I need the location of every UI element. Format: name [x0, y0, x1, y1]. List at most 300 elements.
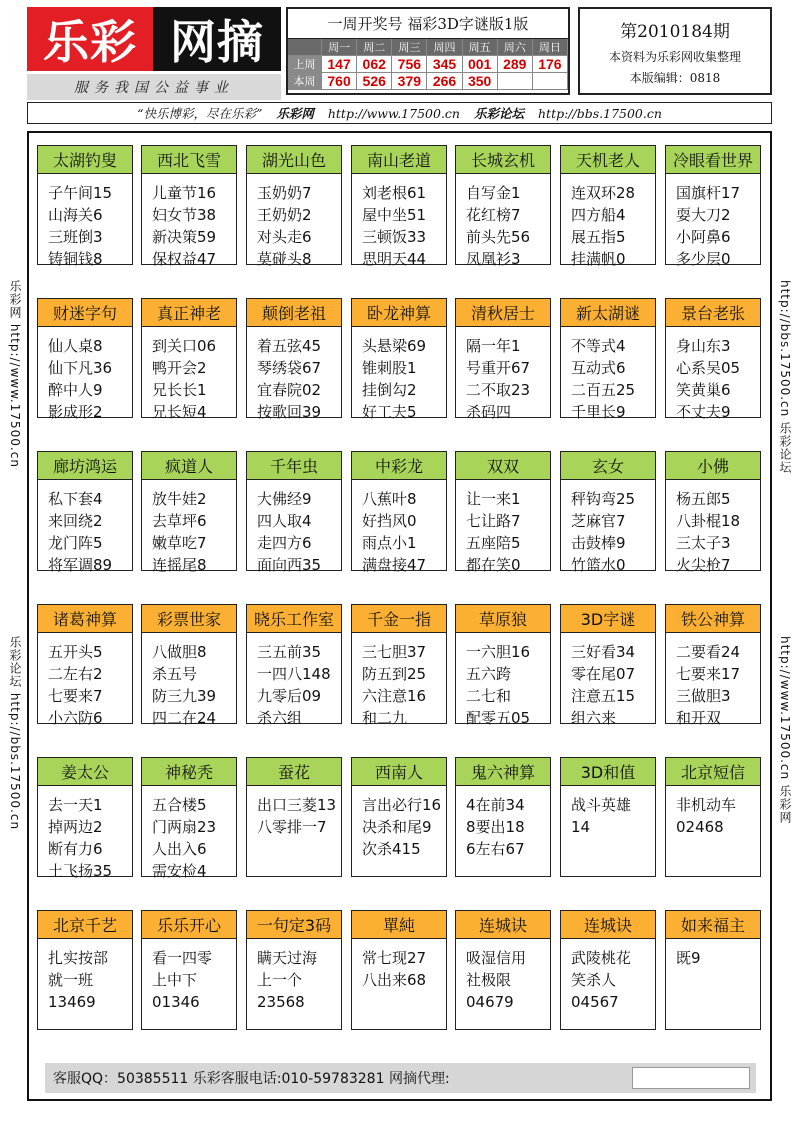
riddle-card-body	[142, 174, 236, 270]
riddle-line: 杀五号	[152, 665, 198, 683]
riddle-line: 掉两边2	[48, 818, 103, 836]
riddle-card-title: 铁公神算	[666, 605, 760, 633]
riddle-card	[351, 298, 447, 421]
riddle-card-body	[142, 939, 236, 1013]
riddle-line: 需安检4	[152, 862, 207, 880]
riddle-line: 前头先56	[466, 228, 531, 246]
riddle-card-body	[142, 327, 236, 423]
riddle-card-body	[561, 939, 655, 1013]
riddle-line: 23568	[257, 993, 305, 1011]
riddle-line: 思明天44	[362, 250, 427, 268]
riddle-line: 断有力6	[48, 840, 103, 858]
riddle-line: 挂倒勾2	[362, 381, 417, 399]
last-week-number: 345	[427, 56, 462, 73]
riddle-line: 三班倒3	[48, 228, 103, 246]
riddle-card	[37, 757, 133, 880]
riddle-line: 04679	[466, 993, 514, 1011]
riddle-card	[560, 145, 656, 268]
riddle-line: 国旗杆17	[676, 184, 741, 202]
site-name[interactable]: 乐彩网	[276, 106, 314, 121]
riddle-card	[560, 757, 656, 877]
riddle-card-title: 3D字谜	[561, 605, 655, 633]
riddle-line: 保权益47	[152, 250, 217, 268]
last-week-number: 756	[392, 56, 427, 73]
riddle-line: 三七胆37	[362, 643, 427, 661]
riddle-line: 醉中人9	[48, 381, 103, 399]
riddle-line: 04567	[571, 993, 619, 1011]
riddle-card	[37, 910, 133, 1030]
riddle-card-body	[352, 633, 446, 729]
riddle-line: 三顿饭33	[362, 228, 427, 246]
side-text-right-top: http://bbs.17500.cn 乐彩论坛	[778, 280, 792, 475]
logo-right-text: 网摘	[153, 7, 281, 71]
riddle-line: 八蕉叶8	[362, 490, 417, 508]
riddle-line: 四方船4	[571, 206, 626, 224]
riddle-card-body	[352, 939, 446, 991]
riddle-line: 二百五25	[571, 381, 636, 399]
slogan-quote: “快乐博彩，尽在乐彩”	[137, 106, 263, 121]
riddle-card-title: 蚕花	[247, 758, 341, 786]
riddle-card-body	[666, 480, 760, 576]
riddle-card	[455, 145, 551, 268]
riddle-card	[37, 298, 133, 421]
riddle-line: 王奶奶2	[257, 206, 312, 224]
riddle-line: 组六来	[571, 709, 617, 727]
weekly-draw-panel	[286, 7, 570, 95]
footer-bar	[45, 1063, 756, 1093]
riddle-line: 杨五郎5	[676, 490, 731, 508]
riddle-line: 八出来68	[362, 971, 427, 989]
riddle-line: 龙门阵5	[48, 534, 103, 552]
riddle-card-body	[352, 480, 446, 576]
riddle-card	[141, 604, 237, 727]
last-week-number: 176	[533, 56, 568, 73]
riddle-line: 走四方6	[257, 534, 312, 552]
riddle-card-body	[561, 480, 655, 576]
riddle-card-body	[456, 480, 550, 576]
riddle-line: 二不取23	[466, 381, 531, 399]
riddle-line: 儿童节16	[152, 184, 217, 202]
riddle-card	[351, 145, 447, 268]
riddle-line: 仙人桌8	[48, 337, 103, 355]
riddle-line: 连摇尾8	[152, 556, 207, 574]
riddle-line: 八做胆8	[152, 643, 207, 661]
riddle-card-title: 景台老张	[666, 299, 760, 327]
footer-text: 客服QQ：50385511 乐彩客服电话:010-59783281 网摘代理:	[53, 1071, 450, 1087]
riddle-line: 让一来1	[466, 490, 521, 508]
period-number: 第2010184期	[620, 22, 730, 42]
grid-corner	[288, 39, 322, 56]
riddle-line: 去一天1	[48, 796, 103, 814]
editor-note: 本版编辑：0818	[629, 71, 721, 85]
riddle-card-body	[352, 174, 446, 270]
riddle-card	[141, 451, 237, 574]
riddle-line: 好工夫5	[362, 403, 417, 421]
forum-url[interactable]: http://bbs.17500.cn	[538, 105, 662, 121]
riddle-line: 刘老根61	[362, 184, 427, 202]
riddle-card-title: 长城玄机	[456, 146, 550, 174]
riddle-line: 三做胆3	[676, 687, 731, 705]
riddle-card	[455, 451, 551, 574]
riddle-card-title: 西南人	[352, 758, 446, 786]
riddle-line: 既9	[676, 949, 701, 967]
riddle-card-body	[352, 327, 446, 423]
last-week-number: 062	[357, 56, 392, 73]
riddle-card-title: 财迷字句	[38, 299, 132, 327]
riddle-card-title: 3D和值	[561, 758, 655, 786]
riddle-card-body	[666, 939, 760, 969]
riddle-line: 七要来7	[48, 687, 103, 705]
riddle-line: 八卦棍18	[676, 512, 741, 530]
this-week-number: 350	[463, 73, 498, 90]
slogan-bar	[27, 102, 772, 124]
riddle-card	[560, 298, 656, 421]
riddle-line: 杀六组	[257, 709, 303, 727]
riddle-line: 扎实按部	[48, 949, 109, 967]
riddle-line: 笑黄巢6	[676, 381, 731, 399]
riddle-line: 山海关6	[48, 206, 103, 224]
riddle-card-body	[456, 327, 550, 423]
riddle-line: 零在尾07	[571, 665, 636, 683]
riddle-card	[351, 910, 447, 1030]
riddle-card	[665, 604, 761, 727]
riddle-line: 展五指5	[571, 228, 626, 246]
riddle-line: 吸湿信用	[466, 949, 527, 967]
riddle-line: 凤凰衫3	[466, 250, 521, 268]
riddle-line: 三太子3	[676, 534, 731, 552]
riddle-card-body	[247, 633, 341, 729]
riddle-line: 就一班	[48, 971, 94, 989]
riddle-line: 头悬梁69	[362, 337, 427, 355]
riddle-card-body	[247, 939, 341, 1013]
riddle-line: 秤钩弯25	[571, 490, 636, 508]
riddle-card-title: 双双	[456, 452, 550, 480]
riddle-card-title: 北京短信	[666, 758, 760, 786]
riddle-line: 八零排一7	[257, 818, 327, 836]
riddle-card	[246, 451, 342, 574]
issue-title: 一周开奖号 福彩3D字谜版1版	[288, 9, 568, 39]
riddle-line: 互动式6	[571, 359, 626, 377]
riddle-line: 14	[571, 818, 591, 836]
this-week-number: 760	[322, 73, 357, 90]
weekday-header: 周二	[357, 39, 392, 56]
riddle-card-title: 千金一指	[352, 605, 446, 633]
riddle-card-title: 小佛	[666, 452, 760, 480]
riddle-line: 连双环28	[571, 184, 636, 202]
riddle-card	[665, 451, 761, 574]
riddle-card	[246, 604, 342, 727]
last-week-label: 上周	[288, 56, 322, 73]
riddle-line: 九零后09	[257, 687, 322, 705]
riddle-card-title: 玄女	[561, 452, 655, 480]
riddle-line: 妇女节38	[152, 206, 217, 224]
weekday-header: 周四	[427, 39, 462, 56]
riddle-card-title: 一句定3码	[247, 911, 341, 939]
riddle-card-title: 神秘秃	[142, 758, 236, 786]
riddle-card-title: 草原狼	[456, 605, 550, 633]
riddle-card-title: 天机老人	[561, 146, 655, 174]
riddle-line: 一六胆16	[466, 643, 531, 661]
riddle-card-body	[38, 174, 132, 270]
riddle-card-title: 南山老道	[352, 146, 446, 174]
site-url[interactable]: http://www.17500.cn	[327, 105, 460, 121]
riddle-card-title: 中彩龙	[352, 452, 446, 480]
riddle-card-title: 湖光山色	[247, 146, 341, 174]
last-week-number: 289	[498, 56, 533, 73]
riddle-card-body	[352, 786, 446, 860]
riddle-line: 到关口06	[152, 337, 217, 355]
riddle-line: 仙下凡36	[48, 359, 113, 377]
riddle-line: 门两扇23	[152, 818, 217, 836]
riddle-card	[246, 757, 342, 877]
this-week-number: 526	[357, 73, 392, 90]
riddle-line: 战斗英雄	[571, 796, 632, 814]
side-text-left-top: 乐彩网 http://www.17500.cn	[8, 280, 22, 468]
riddle-line: 号重开67	[466, 359, 531, 377]
riddle-card	[37, 604, 133, 727]
riddle-line: 和二九	[362, 709, 408, 727]
weekday-header: 周三	[392, 39, 427, 56]
riddle-line: 13469	[48, 993, 96, 1011]
riddle-card-title: 彩票世家	[142, 605, 236, 633]
riddle-line: 兄长短4	[152, 403, 207, 421]
logo-left-text: 乐彩	[27, 7, 153, 71]
riddle-line: 火尖枪7	[676, 556, 731, 574]
this-week-label: 本周	[288, 73, 322, 90]
riddle-card	[560, 451, 656, 574]
riddle-line: 五六跨	[466, 665, 512, 683]
riddle-card-title: 清秋居士	[456, 299, 550, 327]
riddle-line: 着五弦45	[257, 337, 322, 355]
riddle-line: 芝麻官7	[571, 512, 626, 530]
riddle-line: 挂满帆0	[571, 250, 626, 268]
riddle-line: 莫碰头8	[257, 250, 312, 268]
riddle-card-title: 太湖钓叟	[38, 146, 132, 174]
riddle-line: 对头走6	[257, 228, 312, 246]
riddle-card-title: 姜太公	[38, 758, 132, 786]
riddle-line: 二左右2	[48, 665, 103, 683]
riddle-card-title: 單純	[352, 911, 446, 939]
riddle-line: 五开头5	[48, 643, 103, 661]
riddle-line: 02468	[676, 818, 724, 836]
riddle-card	[246, 298, 342, 421]
this-week-number: 379	[392, 73, 427, 90]
riddle-line: 千里长9	[571, 403, 626, 421]
riddle-line: 玉奶奶7	[257, 184, 312, 202]
riddle-card	[141, 298, 237, 421]
riddle-card-body	[666, 633, 760, 729]
riddle-card-title: 鬼六神算	[456, 758, 550, 786]
riddle-line: 社极限	[466, 971, 512, 989]
riddle-line: 防三九39	[152, 687, 217, 705]
riddle-line: 言出必行16	[362, 796, 442, 814]
weekly-draw-grid	[288, 39, 568, 90]
riddle-card-title: 诸葛神算	[38, 605, 132, 633]
riddle-line: 上中下	[152, 971, 198, 989]
riddle-card	[246, 910, 342, 1030]
riddle-card	[560, 910, 656, 1030]
riddle-line: 大佛经9	[257, 490, 312, 508]
riddle-line: 6左右67	[466, 840, 525, 858]
riddle-line: 屋中坐51	[362, 206, 427, 224]
riddle-card	[665, 298, 761, 421]
riddle-line: 满盘接47	[362, 556, 427, 574]
riddle-card-title: 西北飞雪	[142, 146, 236, 174]
riddle-line: 三好看34	[571, 643, 636, 661]
riddle-card-body	[561, 174, 655, 270]
riddle-card-body	[561, 633, 655, 729]
riddle-line: 多少层0	[676, 250, 731, 268]
riddle-card-body	[38, 480, 132, 576]
riddle-card-title: 如来福主	[666, 911, 760, 939]
riddle-line: 去草坪6	[152, 512, 207, 530]
riddle-card-title: 冷眼看世界	[666, 146, 760, 174]
riddle-card-title: 卧龙神算	[352, 299, 446, 327]
riddle-line: 琴绣袋67	[257, 359, 322, 377]
riddle-line: 土飞扬35	[48, 862, 113, 880]
riddle-card-title: 颠倒老祖	[247, 299, 341, 327]
riddle-line: 武陵桃花	[571, 949, 632, 967]
riddle-line: 瞒天过海	[257, 949, 318, 967]
riddle-line: 六注意16	[362, 687, 427, 705]
riddle-line: 身山东3	[676, 337, 731, 355]
source-note: 本资料为乐彩网收集整理	[608, 50, 741, 64]
riddle-card-body	[38, 939, 132, 1013]
riddle-line: 宜春院02	[257, 381, 322, 399]
riddle-line: 都在笑0	[466, 556, 521, 574]
riddle-line: 兄长长1	[152, 381, 207, 399]
riddle-line: 新决策59	[152, 228, 217, 246]
riddle-card	[37, 451, 133, 574]
riddle-card-body	[142, 786, 236, 882]
riddle-card	[141, 910, 237, 1030]
riddle-line: 五座陪5	[466, 534, 521, 552]
riddle-card-title: 连城诀	[561, 911, 655, 939]
riddle-line: 好挡风0	[362, 512, 417, 530]
weekday-header: 周五	[463, 39, 498, 56]
riddle-card	[141, 757, 237, 880]
riddle-card	[665, 145, 761, 268]
riddle-line: 01346	[152, 993, 200, 1011]
riddle-line: 四二在24	[152, 709, 217, 727]
riddle-line: 笑杀人	[571, 971, 617, 989]
riddle-line: 人出入6	[152, 840, 207, 858]
riddle-card-body	[456, 633, 550, 729]
riddle-card-body	[247, 786, 341, 838]
riddle-line: 常七现27	[362, 949, 427, 967]
riddle-card-body	[456, 786, 550, 860]
riddle-card-body	[666, 327, 760, 423]
riddle-line: 锥刺股1	[362, 359, 417, 377]
this-week-number: 266	[427, 73, 462, 90]
riddle-line: 防五到25	[362, 665, 427, 683]
riddle-line: 决杀和尾9	[362, 818, 432, 836]
riddle-card-title: 千年虫	[247, 452, 341, 480]
riddle-line: 五合楼5	[152, 796, 207, 814]
riddle-line: 不等式4	[571, 337, 626, 355]
riddle-line: 二七和	[466, 687, 512, 705]
agent-blank-box	[632, 1067, 750, 1089]
riddle-card	[351, 604, 447, 727]
riddle-line: 竹篮水0	[571, 556, 626, 574]
riddle-card	[455, 298, 551, 421]
riddle-line: 雨点小1	[362, 534, 417, 552]
riddle-card	[141, 145, 237, 268]
riddle-line: 上一个	[257, 971, 303, 989]
riddle-line: 花红榜7	[466, 206, 521, 224]
riddle-card	[351, 451, 447, 574]
riddle-line: 铸铜钱8	[48, 250, 103, 268]
this-week-number	[533, 73, 568, 90]
period-panel	[578, 7, 772, 95]
riddle-line: 和开双	[676, 709, 722, 727]
riddle-line: 次杀415	[362, 840, 421, 858]
weekday-header: 周六	[498, 39, 533, 56]
riddle-card-body	[142, 480, 236, 576]
side-text-left-bottom: 乐彩论坛 http://bbs.17500.cn	[8, 636, 22, 831]
riddle-line: 击鼓棒9	[571, 534, 626, 552]
riddle-card-body	[666, 786, 760, 838]
riddle-card	[37, 145, 133, 268]
riddle-line: 私下套4	[48, 490, 103, 508]
riddle-line: 看一四零	[152, 949, 213, 967]
riddle-card	[455, 757, 551, 877]
riddle-line: 二要看24	[676, 643, 741, 661]
riddle-card	[246, 145, 342, 268]
riddle-card-body	[666, 174, 760, 270]
riddle-line: 将军调89	[48, 556, 113, 574]
last-week-number: 001	[463, 56, 498, 73]
riddle-line: 子午间15	[48, 184, 113, 202]
riddle-card-body	[561, 786, 655, 838]
forum-name[interactable]: 乐彩论坛	[473, 106, 524, 121]
logo	[27, 7, 281, 100]
riddle-card-title: 廊坊鸿运	[38, 452, 132, 480]
logo-slogan: 服务我国公益事业	[27, 74, 281, 100]
riddle-card-body	[247, 327, 341, 423]
riddle-line: 出口三菱13	[257, 796, 337, 814]
riddle-line: 自写金1	[466, 184, 521, 202]
last-week-number: 147	[322, 56, 357, 73]
riddle-card-body	[456, 174, 550, 270]
riddle-line: 非机动车	[676, 796, 737, 814]
riddle-line: 七让路7	[466, 512, 521, 530]
this-week-number	[498, 73, 533, 90]
riddle-line: 耍大刀2	[676, 206, 731, 224]
riddle-card-title: 疯道人	[142, 452, 236, 480]
riddle-card-body	[142, 633, 236, 729]
riddle-line: 小六防6	[48, 709, 103, 727]
riddle-line: 不丈夫9	[676, 403, 731, 421]
weekday-header: 周日	[533, 39, 568, 56]
riddle-card	[665, 910, 761, 1030]
riddle-card-body	[456, 939, 550, 1013]
riddle-card	[560, 604, 656, 727]
riddle-line: 杀码四	[466, 403, 512, 421]
riddle-card-title: 北京千艺	[38, 911, 132, 939]
riddle-line: 4在前34	[466, 796, 525, 814]
riddle-card-title: 乐乐开心	[142, 911, 236, 939]
riddle-card-body	[38, 786, 132, 882]
riddle-card-body	[247, 174, 341, 270]
riddle-card-body	[38, 327, 132, 423]
riddle-card	[665, 757, 761, 877]
riddle-card-title: 连城诀	[456, 911, 550, 939]
riddle-card-title: 晓乐工作室	[247, 605, 341, 633]
riddle-line: 嫩草吃7	[152, 534, 207, 552]
riddle-line: 小阿鼻6	[676, 228, 731, 246]
riddle-line: 七要来17	[676, 665, 741, 683]
